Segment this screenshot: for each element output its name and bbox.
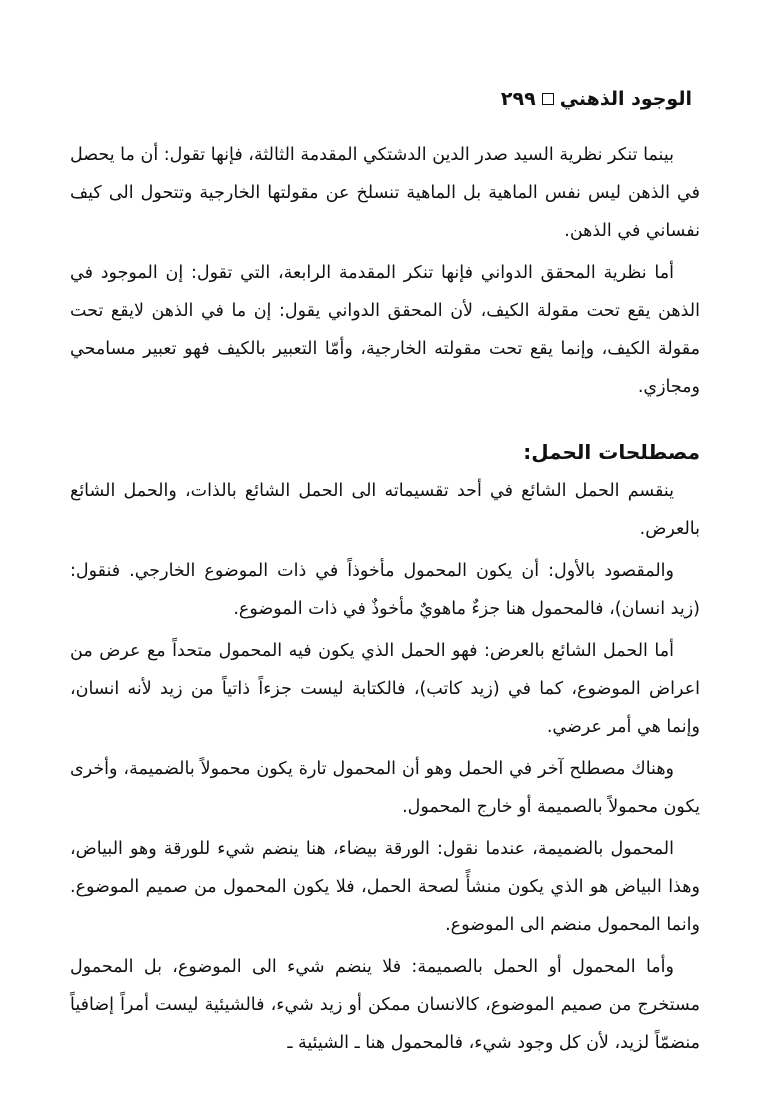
paragraph: والمقصود بالأول: أن يكون المحمول مأخوذاً في ذات الموضوع الخارجي. فنقول: (زيد انسان)، فالمحمول هنا جزءٌ ماهويٌ مأخوذٌ في ذات الموضوع.	[70, 561, 700, 619]
paragraph: ينقسم الحمل الشائع في أحد تقسيماته الى الحمل الشائع بالذات، والحمل الشائع بالعرض.	[70, 481, 700, 539]
section-title: مصطلحات الحمل:	[523, 440, 700, 464]
page-number: ٢٩٩	[500, 88, 536, 110]
paragraph: أما نظرية المحقق الدواني فإنها تنكر المقدمة الرابعة، التي تقول: إن الموجود في الذهن يقع تحت مقولة الكيف، لأن المحقق الدواني يقول: إن ما في الذهن لايقع تحت مقولة الكيف، وإنما يقع تحت مقولته الخارجية، وأمّا التعبير بالكيف فهو تعبير مسامحي ومجازي.	[70, 263, 700, 397]
paragraph: وهناك مصطلح آخر في الحمل وهو أن المحمول تارة يكون محمولاً بالضميمة، وأخرى يكون محمولاً بالصميمة أو خارج المحمول.	[70, 759, 700, 817]
page-body	[70, 136, 700, 1066]
square-separator-icon	[542, 93, 554, 105]
paragraph: بينما تنكر نظرية السيد صدر الدين الدشتكي المقدمة الثالثة، فإنها تقول: أن ما يحصل في الذهن ليس نفس الماهية بل الماهية تنسلخ عن مقولتها الخارجية وتتحول الى كيف نفساني في الذهن.	[70, 145, 700, 241]
running-title: الوجود الذهني	[559, 88, 692, 110]
running-header	[501, 88, 692, 110]
paragraph: وأما المحمول أو الحمل بالصميمة: فلا ينضم شيء الى الموضوع، بل المحمول مستخرج من صميم الموضوع، كالانسان ممكن أو زيد شيء، فالشيئية ليست أمراً إضافياً منضمّاً لزيد، لأن كل وجود شيء، فالمحمول هنا ـ الشيئية ـ	[70, 957, 700, 1053]
paragraph: أما الحمل الشائع بالعرض: فهو الحمل الذي يكون فيه المحمول متحداً مع عرض من اعراض الموضوع، كما في (زيد كاتب)، فالكتابة ليست جزءاً ذاتياً من زيد لأنه انسان، وإنما هي أمر عرضي.	[70, 641, 700, 737]
paragraph: المحمول بالضميمة، عندما نقول: الورقة بيضاء، هنا ينضم شيء للورقة وهو البياض، وهذا البياض هو الذي يكون منشأً لصحة الحمل، فلا يكون المحمول من صميم الموضوع. وانما المحمول منضم الى الموضوع.	[70, 839, 700, 935]
